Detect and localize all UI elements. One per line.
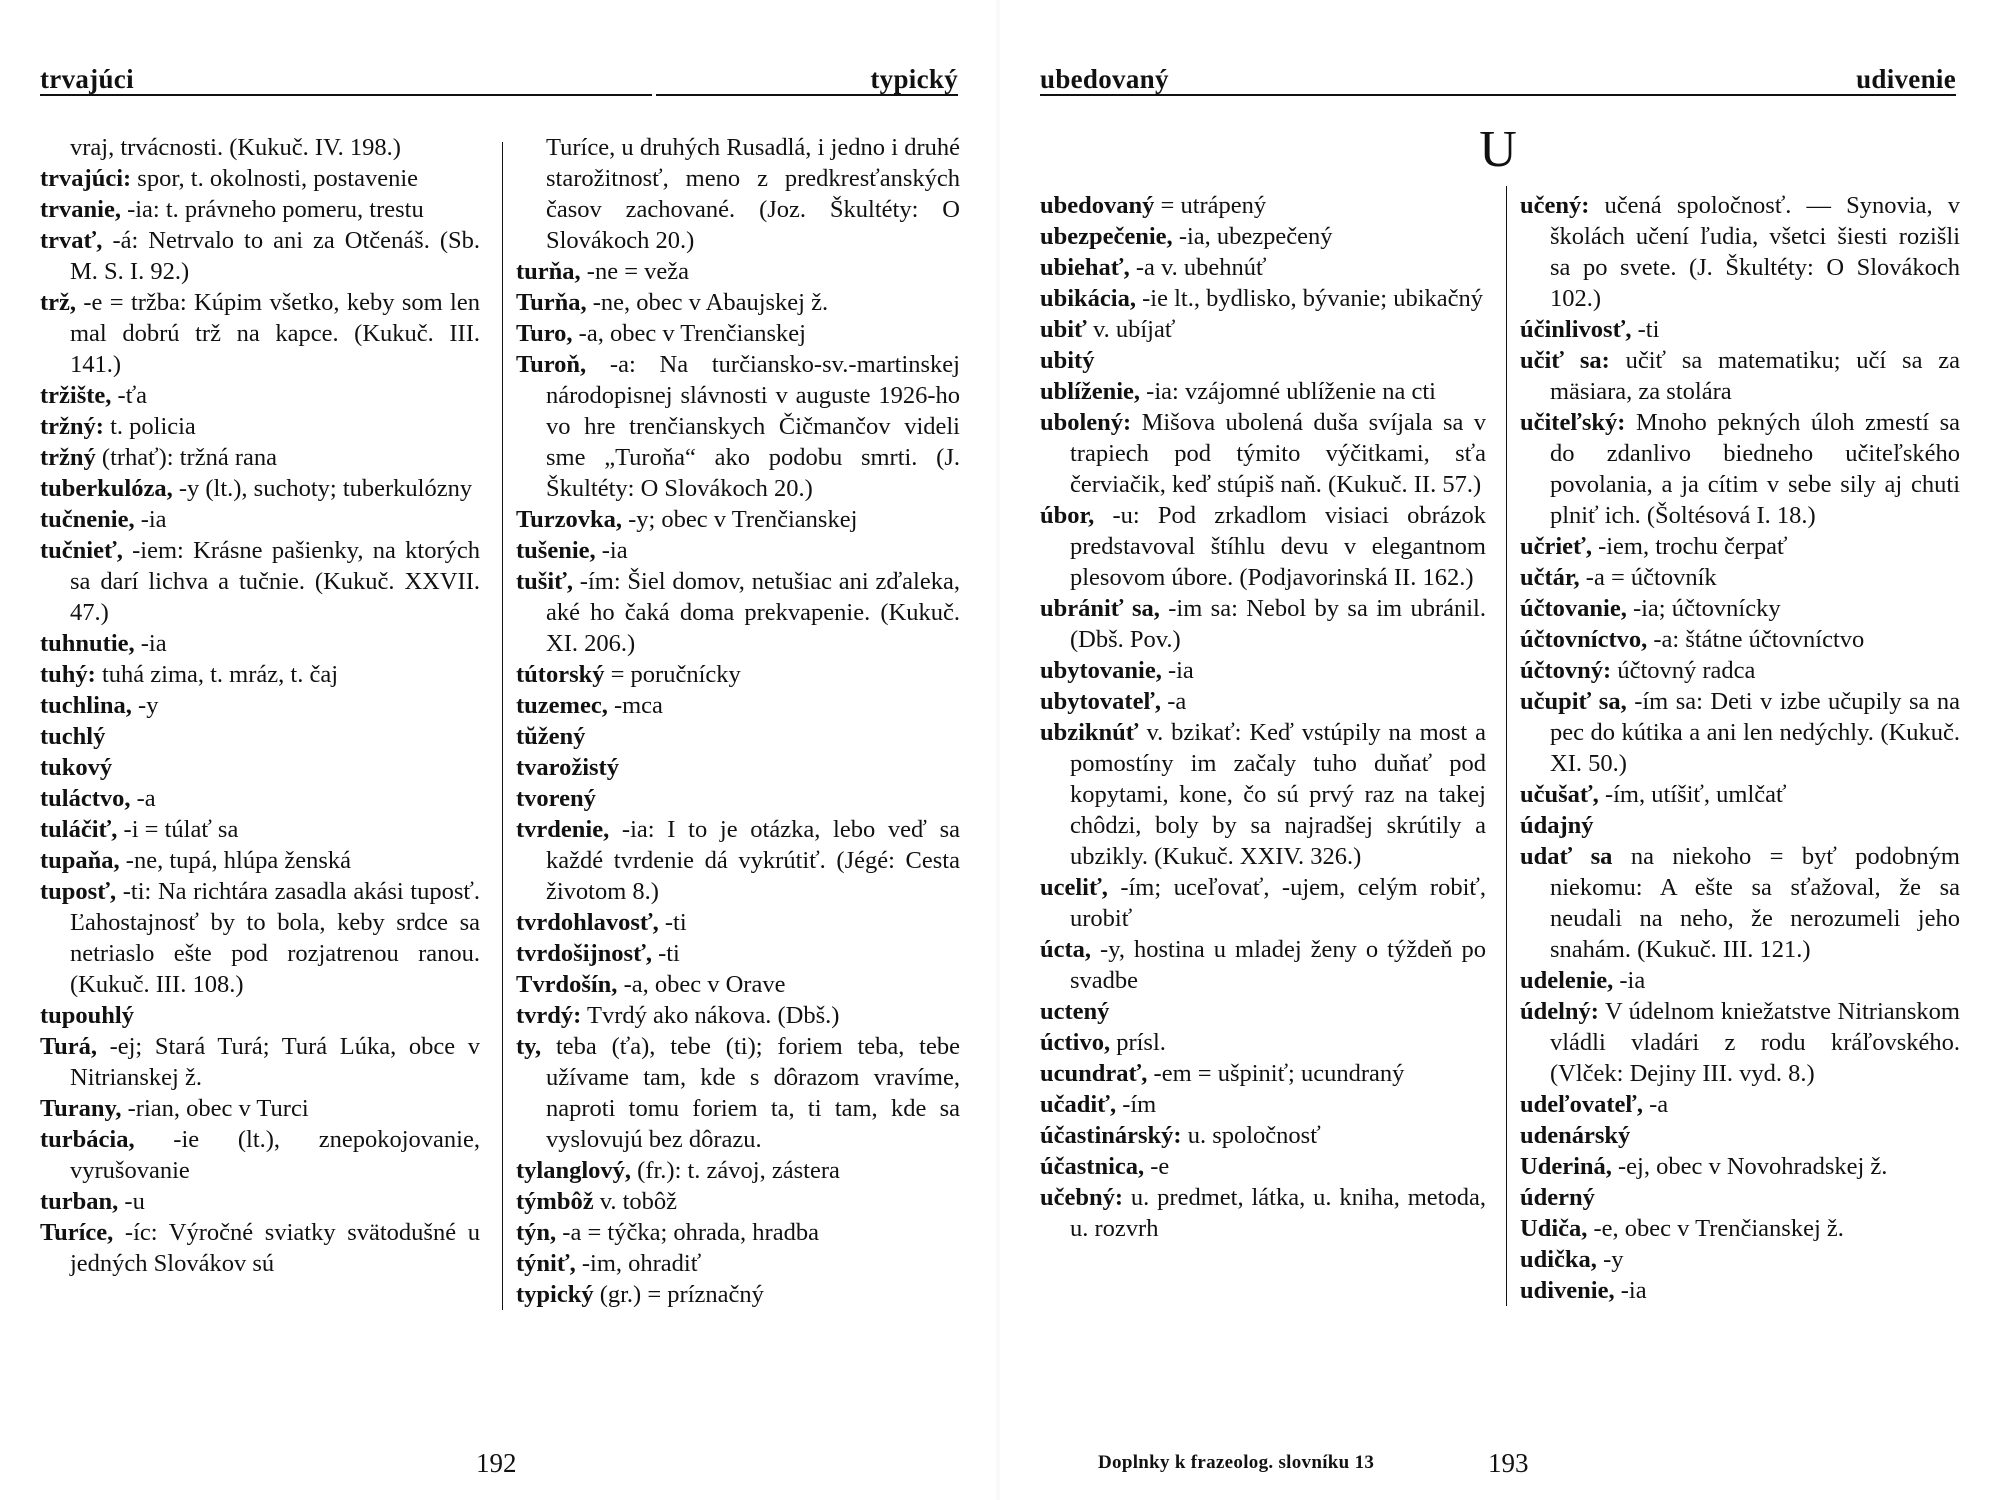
entry-headword: Turany, [40, 1095, 122, 1122]
dictionary-entry [516, 1186, 960, 1217]
entry-text: -ím [1116, 1091, 1157, 1118]
column-right-2 [1520, 190, 1960, 1306]
dictionary-entry [516, 504, 960, 535]
entry-text: teba (ťa), tebe (ti); foriem teba, tebe užívame tam, kde s dôrazom vravíme, naproti tomu foriem ta, ti tam, kde sa vyslovujú bez dôrazu. [541, 1033, 960, 1153]
entry-text: -ti [1631, 316, 1660, 343]
entry-headword: ty, [516, 1033, 542, 1060]
entry-headword: úbor, [1040, 502, 1095, 529]
dictionary-entry [516, 535, 960, 566]
dictionary-entry [1520, 624, 1960, 655]
entry-headword: tvrdohlavosť, [516, 909, 659, 936]
dictionary-entry [1040, 345, 1486, 376]
entry-headword: tukový [40, 754, 113, 781]
entry-headword: udelenie, [1520, 967, 1614, 994]
entry-headword: Turňa, [516, 289, 587, 316]
entry-headword: údelný: [1520, 998, 1599, 1025]
dictionary-entry [516, 566, 960, 659]
entry-text: tuhá zima, t. mráz, t. čaj [95, 661, 339, 688]
dictionary-entry [40, 783, 480, 814]
entry-headword: ubedovaný [1040, 192, 1155, 219]
entry-text: u. spoločnosť [1181, 1122, 1321, 1149]
dictionary-entry [1520, 407, 1960, 531]
entry-headword: tvrdý: [516, 1002, 582, 1029]
page-number: 192 [476, 1448, 517, 1478]
dictionary-entry [1040, 376, 1486, 407]
entry-text: -ia [134, 630, 167, 657]
entry-text: -a: štátne účtovníctvo [1647, 626, 1865, 653]
dictionary-entry [1040, 996, 1486, 1027]
entry-text: -u: Pod zrkadlom visiaci obrázok predstavoval štíhlu devu v elegantnom plesovom úbore. (Podjavorinská II. 162.) [1070, 502, 1486, 591]
dictionary-entry [1520, 562, 1960, 593]
entry-text: -ia [1613, 967, 1646, 994]
entry-text: -im, ohradiť [575, 1250, 702, 1277]
dictionary-entry [40, 659, 480, 690]
entry-text: -a [130, 785, 156, 812]
entry-text: -ím sa: Deti v izbe učupily sa na pec do kútika a ani len nedýchly. (Kukuč. XI. 50.) [1550, 688, 1961, 777]
entry-headword: uceliť, [1040, 874, 1108, 901]
entry-headword: ubolený: [1040, 409, 1132, 436]
entry-text: -á: Netrvalo to ani za Otčenáš. (Sb. M. S. I. 92.) [70, 227, 480, 285]
entry-text: Turíce, u druhých Rusadlá, i jedno i druhé starožitnosť, meno z predkresťanských časov zachované. (Joz. Škultéty: O Slovákoch 20.) [546, 134, 960, 254]
dictionary-entry [40, 380, 480, 411]
dictionary-entry [1520, 345, 1960, 407]
dictionary-entry [40, 1124, 480, 1186]
dictionary-entry [1520, 190, 1960, 314]
entry-headword: udeľovateľ, [1520, 1091, 1644, 1118]
entry-text: spor, t. okolnosti, postavenie [131, 165, 419, 192]
dictionary-entry [1040, 717, 1486, 872]
dictionary-entry [1520, 841, 1960, 965]
dictionary-entry [1520, 996, 1960, 1089]
entry-text: -ím, utíšiť, umlčať [1598, 781, 1787, 808]
dictionary-entry [516, 287, 960, 318]
entry-text: -a v. ubehnúť [1129, 254, 1267, 281]
header-rule [656, 94, 958, 96]
dictionary-entry [516, 318, 960, 349]
entry-headword: udať sa [1520, 843, 1613, 870]
dictionary-entry [1520, 686, 1960, 779]
page-number: 193 [1488, 1448, 1529, 1478]
entry-text: -y, hostina u mladej ženy o týždeň po svadbe [1070, 936, 1486, 994]
entry-headword: ucundrať, [1040, 1060, 1148, 1087]
dictionary-entry [40, 194, 480, 225]
dictionary-entry [40, 132, 480, 163]
entry-headword: tuláčiť, [40, 816, 118, 843]
dictionary-entry [40, 1186, 480, 1217]
entry-text: prísl. [1110, 1029, 1166, 1056]
entry-headword: ubiehať, [1040, 254, 1130, 281]
entry-headword: učený: [1520, 192, 1590, 219]
dictionary-entry [516, 132, 960, 256]
dictionary-entry [40, 628, 480, 659]
entry-headword: týniť, [516, 1250, 576, 1277]
dictionary-entry [1040, 1151, 1486, 1182]
entry-text: -y; obec v Trenčianskej [621, 506, 858, 533]
entry-text: -i = túlať sa [117, 816, 239, 843]
entry-headword: učtár, [1520, 564, 1580, 591]
dictionary-entry [1040, 283, 1486, 314]
entry-text: -íc: Výročné sviatky svätodušné u jedných Slovákov sú [70, 1219, 480, 1277]
entry-headword: tržište, [40, 382, 112, 409]
entry-text: -u [118, 1188, 145, 1215]
dictionary-entry [516, 1248, 960, 1279]
entry-text: -ťa [111, 382, 148, 409]
entry-headword: ubytovateľ, [1040, 688, 1162, 715]
entry-headword: tržný: [40, 413, 104, 440]
entry-text: -ej; Stará Turá; Turá Lúka, obce v Nitrianskej ž. [70, 1033, 480, 1091]
entry-text: (gr.) = príznačný [593, 1281, 764, 1308]
entry-text: Mnoho pekných úloh zmestí sa do zdanlivo biedneho učiteľského povolania, a ja cítim v sebe sily aj chuti plniť ich. (Šoltésová I. 18.) [1550, 409, 1960, 529]
entry-headword: Tvrdošín, [516, 971, 618, 998]
entry-text: učená spoločnosť. — Synovia, v školách učení ľudia, všetci šiesti rozišli sa po svete. (J. Škultéty: O Slovákoch 102.) [1550, 192, 1960, 312]
column-left-2 [516, 132, 960, 1310]
dictionary-entry [1520, 1275, 1960, 1306]
dictionary-entry [40, 690, 480, 721]
entry-headword: tylanglový, [516, 1157, 632, 1184]
entry-text: = poručnícky [604, 661, 741, 688]
entry-headword: ubrániť sa, [1040, 595, 1160, 622]
entry-headword: učiteľský: [1520, 409, 1626, 436]
entry-text: Tvrdý ako nákova. (Dbš.) [581, 1002, 840, 1029]
dictionary-entry [516, 721, 960, 752]
column-left-1 [40, 132, 480, 1279]
header-rule [1040, 94, 1956, 96]
dictionary-entry [516, 1279, 960, 1310]
dictionary-entry [1040, 686, 1486, 717]
entry-text: -ie (lt.), znepokojovanie, vyrušovanie [70, 1126, 480, 1184]
entry-text: -ia: vzájomné ublíženie na cti [1140, 378, 1436, 405]
entry-text: -ím; uceľovať, -ujem, celým robiť, urobiť [1070, 874, 1486, 932]
entry-headword: tvorený [516, 785, 596, 812]
entry-text: -a, obec v Trenčianskej [572, 320, 806, 347]
entry-text: v. ubíjať [1086, 316, 1176, 343]
entry-headword: učrieť, [1520, 533, 1592, 560]
dictionary-entry [1040, 314, 1486, 345]
dictionary-entry [1520, 1213, 1960, 1244]
dictionary-entry [1520, 314, 1960, 345]
entry-text: -a = týčka; ohrada, hradba [556, 1219, 819, 1246]
entry-headword: údajný [1520, 812, 1594, 839]
entry-headword: Turoň, [516, 351, 587, 378]
entry-text: -ia; účtovnícky [1626, 595, 1781, 622]
entry-text: -a = účtovník [1579, 564, 1717, 591]
dictionary-entry [1520, 531, 1960, 562]
column-rule [1506, 186, 1507, 1306]
entry-headword: udenárský [1520, 1122, 1631, 1149]
running-head-right: typický [870, 64, 958, 94]
dictionary-entry [516, 1000, 960, 1031]
entry-headword: trž, [40, 289, 77, 316]
entry-headword: účastinárský: [1040, 1122, 1182, 1149]
entry-headword: tvrdošijnosť, [516, 940, 652, 967]
entry-text: -iem: Krásne pašienky, na ktorých sa darí lichva a tučnie. (Kukuč. XXVII. 47.) [70, 537, 480, 626]
entry-text: -ti [658, 909, 687, 936]
dictionary-entry [40, 225, 480, 287]
entry-text: -rian, obec v Turci [121, 1095, 309, 1122]
dictionary-entry [516, 1217, 960, 1248]
dictionary-entry [1520, 1089, 1960, 1120]
entry-text: (fr.): t. závoj, zástera [631, 1157, 840, 1184]
entry-headword: Turo, [516, 320, 573, 347]
entry-text: (trhať): tržná rana [95, 444, 277, 471]
entry-headword: tučnieť, [40, 537, 123, 564]
entry-headword: týmbôž [516, 1188, 594, 1215]
dictionary-entry [516, 938, 960, 969]
entry-text: učiť sa matematiku; učí sa za mäsiara, za stolára [1550, 347, 1960, 405]
entry-headword: ubitý [1040, 347, 1095, 374]
entry-headword: tuláctvo, [40, 785, 131, 812]
dictionary-entry [1520, 1244, 1960, 1275]
entry-headword: tučnenie, [40, 506, 135, 533]
dictionary-entry [1040, 190, 1486, 221]
dictionary-entry [1040, 593, 1486, 655]
entry-headword: ubikácia, [1040, 285, 1136, 312]
entry-headword: Turíce, [40, 1219, 114, 1246]
entry-headword: účinlivosť, [1520, 316, 1632, 343]
entry-headword: udivenie, [1520, 1277, 1615, 1304]
dictionary-entry [516, 1031, 960, 1155]
entry-text: -a [1161, 688, 1187, 715]
entry-headword: tuhnutie, [40, 630, 135, 657]
entry-text: vraj, trvácnosti. (Kukuč. IV. 198.) [70, 134, 401, 161]
entry-text: -y [131, 692, 159, 719]
dictionary-entry [1040, 1058, 1486, 1089]
entry-headword: tútorský [516, 661, 605, 688]
entry-text: -iem, trochu čerpať [1591, 533, 1788, 560]
entry-text: -ej, obec v Novohradskej ž. [1611, 1153, 1888, 1180]
entry-text: -e [1144, 1153, 1170, 1180]
entry-text: v. tobôž [593, 1188, 678, 1215]
entry-headword: tuposť, [40, 878, 117, 905]
entry-headword: uctený [1040, 998, 1110, 1025]
entry-headword: typický [516, 1281, 594, 1308]
entry-text: V údelnom kniežatstve Nitrianskom vládli vladári z rodu kráľovského. (Vlček: Dejiny III. vyd. 8.) [1550, 998, 1960, 1087]
entry-headword: tupaňa, [40, 847, 120, 874]
entry-headword: trvanie, [40, 196, 121, 223]
entry-headword: učebný: [1040, 1184, 1124, 1211]
entry-headword: turňa, [516, 258, 581, 285]
entry-text: -ia [1161, 657, 1194, 684]
entry-text: -em = ušpiniť; ucundraný [1147, 1060, 1405, 1087]
entry-text: účtovný radca [1611, 657, 1756, 684]
dictionary-entry [40, 535, 480, 628]
entry-headword: tupouhlý [40, 1002, 134, 1029]
dictionary-entry [516, 907, 960, 938]
entry-headword: tŭžený [516, 723, 586, 750]
entry-headword: účtovanie, [1520, 595, 1627, 622]
entry-text: -ím: Šiel domov, netušiac ani zďaleka, aké ho čaká doma prekvapenie. (Kukuč. XI. 206.) [546, 568, 960, 657]
entry-text: t. policia [103, 413, 196, 440]
entry-text: -im sa: Nebol by sa im ubránil. (Dbš. Pov.) [1070, 595, 1486, 653]
entry-text: -e, obec v Trenčianskej ž. [1587, 1215, 1844, 1242]
dictionary-entry [1040, 872, 1486, 934]
dictionary-entry [1040, 655, 1486, 686]
dictionary-entry [1520, 1120, 1960, 1151]
entry-text: -mca [607, 692, 663, 719]
entry-text: -a [1643, 1091, 1669, 1118]
entry-headword: tuberkulóza, [40, 475, 173, 502]
footer-note: Doplnky k frazeolog. slovníku 13 [1098, 1452, 1375, 1473]
dictionary-entry [40, 1217, 480, 1279]
entry-text: -ne, obec v Abaujskej ž. [586, 289, 829, 316]
dictionary-entry [40, 163, 480, 194]
entry-text: -ia [134, 506, 167, 533]
entry-headword: tvarožistý [516, 754, 619, 781]
dictionary-entry [40, 814, 480, 845]
entry-headword: Udiča, [1520, 1215, 1588, 1242]
entry-text: u. predmet, látka, u. kniha, metoda, u. rozvrh [1070, 1184, 1486, 1242]
dictionary-entry [1040, 1027, 1486, 1058]
dictionary-entry [1520, 1151, 1960, 1182]
dictionary-entry [1040, 1120, 1486, 1151]
entry-headword: ubziknúť [1040, 719, 1139, 746]
entry-headword: učiť sa: [1520, 347, 1610, 374]
entry-headword: úderný [1520, 1184, 1595, 1211]
entry-text: na niekoho = byť podobným niekomu: A ešte sa sťažoval, že sa neudali na neho, že nerozumeli jeho snahám. (Kukuč. III. 121.) [1550, 843, 1960, 963]
dictionary-entry [1520, 593, 1960, 624]
entry-headword: udička, [1520, 1246, 1597, 1273]
entry-headword: ublíženie, [1040, 378, 1141, 405]
entry-headword: Turá, [40, 1033, 97, 1060]
dictionary-entry [516, 1155, 960, 1186]
column-rule [502, 142, 503, 1310]
dictionary-entry [1040, 1089, 1486, 1120]
running-head-right: udivenie [1856, 64, 1956, 94]
entry-headword: trvať, [40, 227, 103, 254]
dictionary-entry [1040, 252, 1486, 283]
column-right-1 [1040, 190, 1486, 1244]
entry-text: -ia [1614, 1277, 1647, 1304]
entry-headword: učušať, [1520, 781, 1599, 808]
dictionary-entry [40, 1093, 480, 1124]
entry-text: -ne = veža [580, 258, 690, 285]
entry-headword: týn, [516, 1219, 557, 1246]
dictionary-entry [516, 349, 960, 504]
dictionary-entry [1520, 779, 1960, 810]
dictionary-entry [1040, 500, 1486, 593]
entry-headword: trvajúci: [40, 165, 132, 192]
dictionary-entry [40, 1031, 480, 1093]
entry-headword: učadiť, [1040, 1091, 1117, 1118]
section-letter: U [1479, 121, 1517, 178]
entry-text: Mišova ubolená duša svíjala sa v trapiech pod týmito výčitkami, sťa červiačik, keď stúpiš naň. (Kukuč. II. 57.) [1070, 409, 1486, 498]
entry-text: -ia: I to je otázka, lebo veď sa každé tvrdenie dá vykrútiť. (Jégé: Cesta životom 8.) [546, 816, 960, 905]
entry-headword: učupiť sa, [1520, 688, 1627, 715]
entry-headword: tuchlina, [40, 692, 132, 719]
entry-text: -y [1596, 1246, 1624, 1273]
entry-headword: tuchlý [40, 723, 106, 750]
dictionary-entry [40, 752, 480, 783]
entry-text: -e = tržba: Kúpim všetko, keby som len mal dobrú trž na kapce. (Kukuč. III. 141.) [70, 289, 480, 378]
entry-headword: tuhý: [40, 661, 96, 688]
dictionary-entry [516, 690, 960, 721]
entry-headword: účastnica, [1040, 1153, 1145, 1180]
entry-text: -ti: Na richtára zasadla akási tuposť. Ľahostajnosť by to bola, keby srdce sa netriaslo ešte pod rozjatrenou ranou. (Kukuč. III. 108.) [70, 878, 480, 998]
dictionary-entry [1520, 1182, 1960, 1213]
entry-headword: účtovný: [1520, 657, 1612, 684]
dictionary-entry [40, 845, 480, 876]
right-page [998, 0, 1996, 1500]
entry-text: -ie lt., bydlisko, bývanie; ubikačný [1136, 285, 1484, 312]
entry-headword: úcta, [1040, 936, 1092, 963]
dictionary-entry [516, 969, 960, 1000]
dictionary-entry [40, 473, 480, 504]
entry-headword: tržný [40, 444, 96, 471]
running-head-left: trvajúci [40, 64, 134, 94]
dictionary-entry [1040, 934, 1486, 996]
entry-headword: Uderiná, [1520, 1153, 1612, 1180]
entry-text: -ti [651, 940, 680, 967]
dictionary-entry [40, 411, 480, 442]
entry-text: -ia, ubezpečený [1172, 223, 1333, 250]
dictionary-entry [1040, 1182, 1486, 1244]
entry-headword: ubytovanie, [1040, 657, 1162, 684]
entry-text: -ia: t. právneho pomeru, trestu [120, 196, 424, 223]
dictionary-entry [516, 659, 960, 690]
dictionary-entry [40, 287, 480, 380]
dictionary-entry [40, 1000, 480, 1031]
entry-headword: tušiť, [516, 568, 574, 595]
dictionary-entry [516, 752, 960, 783]
entry-headword: ubiť [1040, 316, 1087, 343]
dictionary-entry [1520, 810, 1960, 841]
entry-headword: turban, [40, 1188, 119, 1215]
running-head-left: ubedovaný [1040, 64, 1169, 94]
dictionary-entry [40, 504, 480, 535]
dictionary-entry [40, 876, 480, 1000]
entry-text: -y (lt.), suchoty; tuberkulózny [172, 475, 473, 502]
entry-text: = utrápený [1154, 192, 1267, 219]
dictionary-entry [516, 256, 960, 287]
entry-text: -a, obec v Orave [617, 971, 786, 998]
entry-headword: ubezpečenie, [1040, 223, 1173, 250]
entry-headword: tvrdenie, [516, 816, 610, 843]
dictionary-entry [1040, 221, 1486, 252]
entry-headword: účtovníctvo, [1520, 626, 1648, 653]
entry-headword: tuzemec, [516, 692, 608, 719]
entry-headword: Turzovka, [516, 506, 622, 533]
dictionary-entry [40, 721, 480, 752]
dictionary-entry [40, 442, 480, 473]
dictionary-entry [1040, 407, 1486, 500]
entry-text: -a: Na turčiansko-sv.-martinskej národopisnej slávnosti v auguste 1926-ho vo hre trenčianskych Čičmančov videli sme „Turoňa“ ako podobu smrti. (J. Škultéty: O Slovákoch 20.) [546, 351, 960, 502]
dictionary-entry [516, 814, 960, 907]
entry-text: -ia [595, 537, 628, 564]
dictionary-entry [1520, 965, 1960, 996]
entry-headword: turbácia, [40, 1126, 135, 1153]
dictionary-entry [1520, 655, 1960, 686]
header-rule [40, 94, 652, 96]
entry-text: -ne, tupá, hlúpa ženská [119, 847, 351, 874]
entry-headword: úctivo, [1040, 1029, 1111, 1056]
entry-headword: tušenie, [516, 537, 596, 564]
dictionary-entry [516, 783, 960, 814]
entry-text: v. bzikať: Keď vstúpily na most a pomostíny im začaly tuho duňať pod kopytami, kone, čo sú prvý raz na takej chôdzi, boly by sa najradšej skrútily a ubzikly. (Kukuč. XXIV. 326.) [1070, 719, 1486, 870]
